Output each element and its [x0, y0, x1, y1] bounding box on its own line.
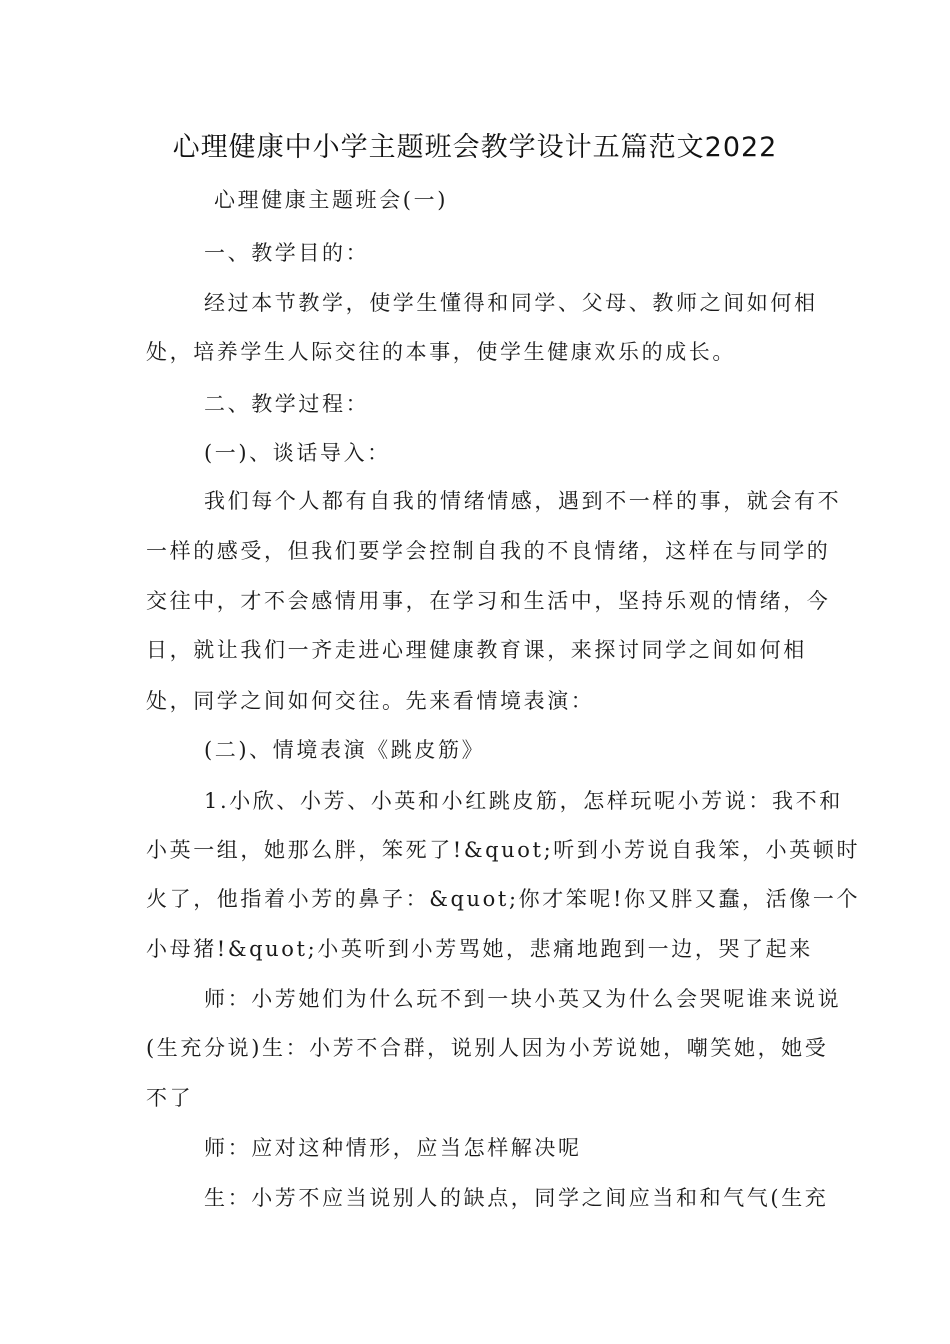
paragraph-line: 二、教学过程：: [204, 392, 370, 416]
paragraph-line: 小母猪!&quot;小英听到小芳骂她，悲痛地跑到一边，哭了起来: [146, 937, 813, 961]
paragraph-line: 生：小芳不应当说别人的缺点，同学之间应当和和气气(生充: [204, 1186, 829, 1210]
paragraph-line: 师：应对这种情形，应当怎样解决呢: [204, 1136, 582, 1160]
paragraph-line: (生充分说)生：小芳不合群，说别人因为小芳说她，嘲笑她，她受: [146, 1036, 829, 1060]
document-title: 心理健康中小学主题班会教学设计五篇范文2022: [172, 132, 778, 163]
paragraph-line: 日，就让我们一齐走进心理健康教育课，来探讨同学之间如何相: [146, 638, 807, 662]
paragraph-line: 一、教学目的：: [204, 241, 370, 265]
paragraph-line: 我们每个人都有自我的情绪情感，遇到不一样的事，就会有不: [204, 489, 842, 513]
paragraph-line: 火了，他指着小芳的鼻子：&quot;你才笨呢!你又胖又蠢，活像一个: [146, 887, 861, 911]
paragraph-line: 不了: [146, 1086, 194, 1110]
paragraph-line: 小英一组，她那么胖，笨死了!&quot;听到小芳说自我笨，小英顿时: [146, 838, 861, 862]
paragraph-line: 师：小芳她们为什么玩不到一块小英又为什么会哭呢谁来说说: [204, 987, 842, 1011]
paragraph-line: (二)、情境表演《跳皮筋》: [204, 738, 486, 762]
paragraph-line: 一样的感受，但我们要学会控制自我的不良情绪，这样在与同学的: [146, 539, 831, 563]
paragraph-line: 1.小欣、小芳、小英和小红跳皮筋，怎样玩呢小芳说：我不和: [204, 789, 843, 813]
section-heading: 心理健康主题班会(一): [214, 188, 448, 212]
paragraph-line: 处，同学之间如何交往。先来看情境表演：: [146, 689, 595, 713]
paragraph-line: 经过本节教学，使学生懂得和同学、父母、教师之间如何相: [204, 291, 818, 315]
paragraph-line: (一)、谈话导入：: [204, 441, 391, 465]
paragraph-line: 交往中，才不会感情用事，在学习和生活中，坚持乐观的情绪，今: [146, 589, 831, 613]
paragraph-line: 处，培养学生人际交往的本事，使学生健康欢乐的成长。: [146, 340, 736, 364]
